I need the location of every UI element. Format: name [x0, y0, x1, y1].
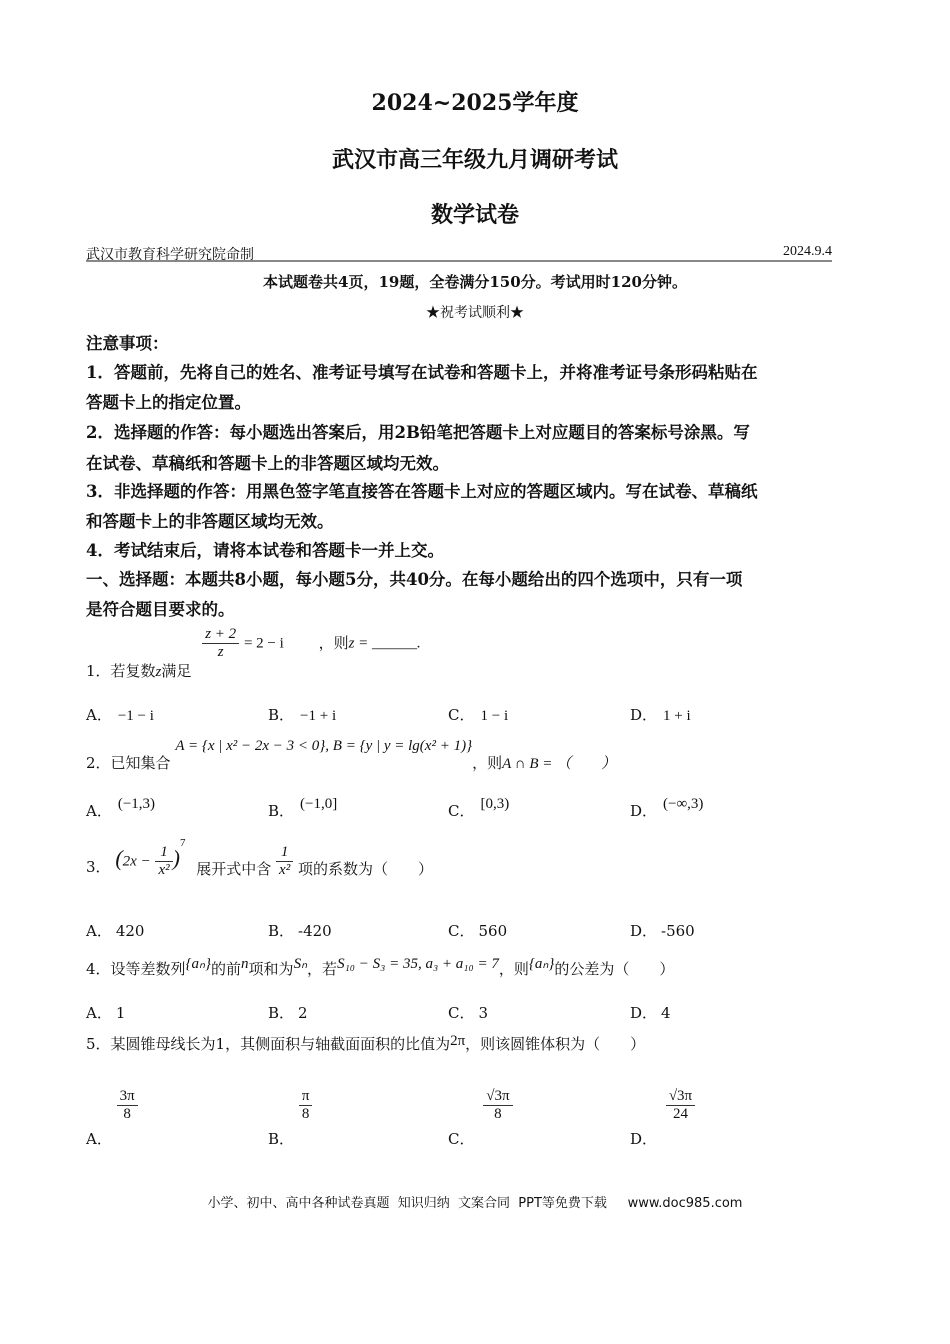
q1-option-c[interactable]: C． 1 − i: [448, 706, 509, 724]
exam-date: 2024.9.4: [783, 244, 832, 259]
q1-suffix: ，则: [318, 633, 349, 652]
question-2: [86, 738, 617, 773]
q3-base: 2x −: [122, 853, 151, 870]
section-heading: 是符合题目要求的。: [86, 600, 235, 619]
q1-answer-blank: z = ______.: [348, 635, 421, 652]
q5-option-d[interactable]: D． $\frac{√3\pi}{24}$: [630, 1088, 695, 1123]
q3-paren-open: (: [115, 845, 123, 871]
notice-line: 答题卡上的指定位置。: [86, 393, 251, 412]
header-divider: [86, 260, 832, 262]
section-heading: 一、选择题：本题共8小题，每小题5分，共40分。在每小题给出的四个选项中，只有一项: [86, 570, 743, 589]
notice-line: 2．选择题的作答：每小题选出答案后，用2B铅笔把答题卡上对应题目的答案标号涂黑。写: [86, 423, 750, 442]
q2-prefix: 2．已知集合: [86, 754, 171, 772]
q3-inner-fraction: $\frac{1}{\text{x²}}$: [155, 844, 172, 879]
q2-suffix: ，则: [472, 754, 503, 772]
q4-option-d[interactable]: D． 4: [630, 1004, 671, 1022]
q2-option-b[interactable]: B． (−1,0]: [268, 796, 338, 820]
q1-fraction: [202, 626, 239, 661]
q3-mid: 展开式中含: [196, 859, 272, 878]
q4-condition: S₁₀ − S₃ = 35, a₃ + a₁₀ = 7: [337, 956, 499, 972]
q1-option-d[interactable]: D． 1 + i: [630, 706, 691, 724]
q2-option-c[interactable]: C． [0,3): [448, 796, 510, 820]
exam-summary: 本试题卷共4页，19题，全卷满分150分。考试用时120分钟。: [263, 273, 687, 291]
q1-rhs: = 2 − i: [243, 635, 284, 652]
year-title: 2024~2025学年度: [371, 90, 579, 116]
q2-option-d[interactable]: D． (−∞,3): [630, 796, 704, 820]
notice-title: 注意事项：: [86, 334, 169, 353]
good-luck-wish: ★祝考试顺利★: [426, 305, 524, 321]
q5-option-b[interactable]: B． $\frac{\pi}{8}$: [268, 1088, 312, 1123]
q4-seq: {aₙ}: [185, 956, 212, 972]
exam-title: 武汉市高三年级九月调研考试: [331, 147, 618, 173]
q1-option-b[interactable]: B． −1 + i: [268, 706, 337, 724]
q3-option-c[interactable]: C． 560: [448, 922, 508, 940]
q3-paren-close: ): [172, 845, 180, 871]
q1-var: z: [155, 663, 162, 680]
q3-term-fraction: $\frac{1}{\text{x²}}$: [276, 844, 293, 879]
q3-suffix: 项的系数为（ ）: [297, 859, 433, 878]
q2-tail: A ∩ B = （ ）: [502, 756, 617, 772]
q3-power: 7: [179, 836, 186, 849]
question-1: [86, 626, 421, 680]
notice-line: 4．考试结束后，请将本试卷和答题卡一并上交。: [86, 541, 444, 560]
notice-line: 在试卷、草稿纸和答题卡上的非答题区域均无效。: [86, 454, 449, 473]
question-3: [86, 836, 433, 879]
q5-option-c[interactable]: C． $\frac{√3\pi}{8}$: [448, 1088, 513, 1123]
q1-mid: 满足: [161, 661, 192, 680]
q4-option-c[interactable]: C． 3: [448, 1004, 489, 1022]
footer-ad: 小学、初中、高中各种试卷真题 知识归纳 文案合同 PPT等免费下载 www.doc985.com: [207, 1196, 743, 1211]
q3-option-a[interactable]: A． 420: [86, 922, 145, 940]
q4-option-b[interactable]: B． 2: [268, 1004, 308, 1022]
q2-option-a[interactable]: A． (−1,3): [86, 796, 156, 820]
notice-line: 1．答题前，先将自己的姓名、准考证号填写在试卷和答题卡上，并将准考证号条形码粘贴在: [86, 363, 758, 382]
q1-prefix: 1．若复数: [86, 661, 156, 680]
q3-prefix: 3．: [86, 857, 111, 876]
q2-sets: A = {x | x² − 2x − 3 < 0}, B = {y | y = lg(x² + 1)}: [175, 738, 473, 754]
q1-option-a[interactable]: A． −1 − i: [86, 706, 154, 724]
q3-option-b[interactable]: B． -420: [268, 922, 332, 940]
question-4: 4．设等差数列{aₙ}的前n项和为Sₙ，若S₁₀ − S₃ = 35, a₃ + a₁₀ = 7，则{aₙ}的公差为（ ）: [86, 956, 675, 978]
q3-option-d[interactable]: D． -560: [630, 922, 695, 940]
q1-denominator: z: [217, 644, 224, 660]
q5-option-a[interactable]: A． $\frac{3\pi}{8}$: [86, 1088, 138, 1123]
q5-ratio: 2π: [450, 1033, 466, 1049]
issuer: 武汉市教育科学研究院命制: [86, 248, 254, 263]
subject-title: 数学试卷: [430, 202, 519, 228]
q1-numerator: z + 2: [202, 626, 239, 644]
notice-line: 3．非选择题的作答：用黑色签字笔直接答在答题卡上对应的答题区域内。写在试卷、草稿纸: [86, 482, 758, 501]
question-5: 5．某圆锥母线长为1，其侧面积与轴截面面积的比值为2π，则该圆锥体积为（ ）: [86, 1033, 646, 1053]
notice-line: 和答题卡上的非答题区域均无效。: [86, 512, 334, 531]
q4-option-a[interactable]: A． 1: [86, 1004, 126, 1022]
